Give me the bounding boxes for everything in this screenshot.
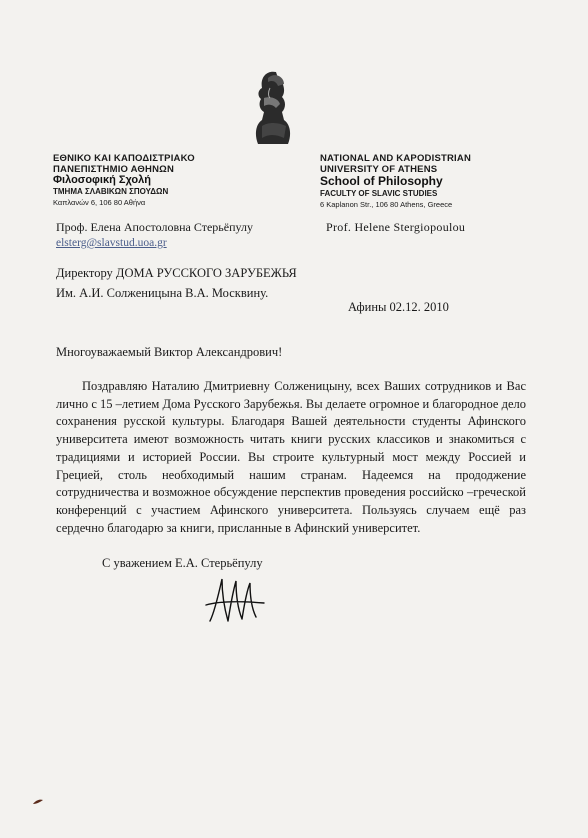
sender-name-latin: Prof. Helene Stergiopoulou bbox=[326, 220, 466, 234]
handwritten-signature bbox=[200, 573, 270, 625]
header-english-line3: School of Philosophy bbox=[320, 174, 443, 188]
recipient-line1: Директору ДОМА РУССКОГО ЗАРУБЕЖЬЯ bbox=[56, 266, 297, 280]
closing: С уважением Е.А. Стерьёпулу bbox=[102, 556, 263, 570]
header-greek-line3: Φιλοσοφική Σχολή bbox=[53, 174, 151, 186]
header-greek-line2: ΠΑΝΕΠΙΣΤΗΜΙΟ ΑΘΗΝΩΝ bbox=[53, 164, 175, 175]
header-greek-line1: ΕΘΝΙΚΟ ΚΑΙ ΚΑΠΟΔΙΣΤΡΙΑΚΟ bbox=[53, 153, 195, 164]
sender-name: Проф. Елена Апостоловна Стерьёпулу bbox=[56, 220, 253, 234]
header-english-line1: NATIONAL AND KAPODISTRIAN bbox=[320, 153, 472, 164]
letter-date: Афины 02.12. 2010 bbox=[348, 300, 449, 314]
ink-mark bbox=[32, 798, 44, 806]
greeting: Многоуважаемый Виктор Александрович! bbox=[56, 345, 283, 359]
sender-email-link[interactable]: elsterg@slavstud.uoa.gr bbox=[56, 237, 167, 249]
header-english-line2: UNIVERSITY OF ATHENS bbox=[320, 164, 438, 175]
header-greek-line5: Καπλανών 6, 106 80 Αθήνα bbox=[53, 198, 146, 207]
header-greek-line4: ΤΜΗΜΑ ΣΛΑΒΙΚΩΝ ΣΠΟΥΔΩΝ bbox=[53, 187, 169, 196]
athena-emblem-icon bbox=[248, 68, 298, 150]
header-english-line5: 6 Kaplanon Str., 106 80 Athens, Greece bbox=[320, 200, 453, 209]
recipient-line2: Им. А.И. Солженицына В.А. Москвину. bbox=[56, 286, 269, 300]
letter-body: Поздравляю Наталию Дмитриевну Солженицыну, всех Ваших сотрудников и Вас лично с 15 –летием Дома Русского Зарубежья. Вы делаете огромное и благородное дело сохранения русской культуры. Благодаря Вашей деятельности студенты Афинского университета имеют возможность читать книги русских классиков и знакомиться с традициями и историей России. Вы строите культурный мост между Россией и Грецией, столь необходимый нашим странам. Надеемся на прододжение сотрудничества и возможное обсуждение перспектив проведения российско –греческой конференций с участием Афинского университета. Пользуясь случаем ещё раз сердечно благодарю за книги, присланные в Афинский университет. bbox=[56, 379, 526, 535]
header-english bbox=[320, 153, 520, 210]
header-greek bbox=[53, 153, 278, 208]
header-english-line4: FACULTY OF SLAVIC STUDIES bbox=[320, 189, 438, 198]
